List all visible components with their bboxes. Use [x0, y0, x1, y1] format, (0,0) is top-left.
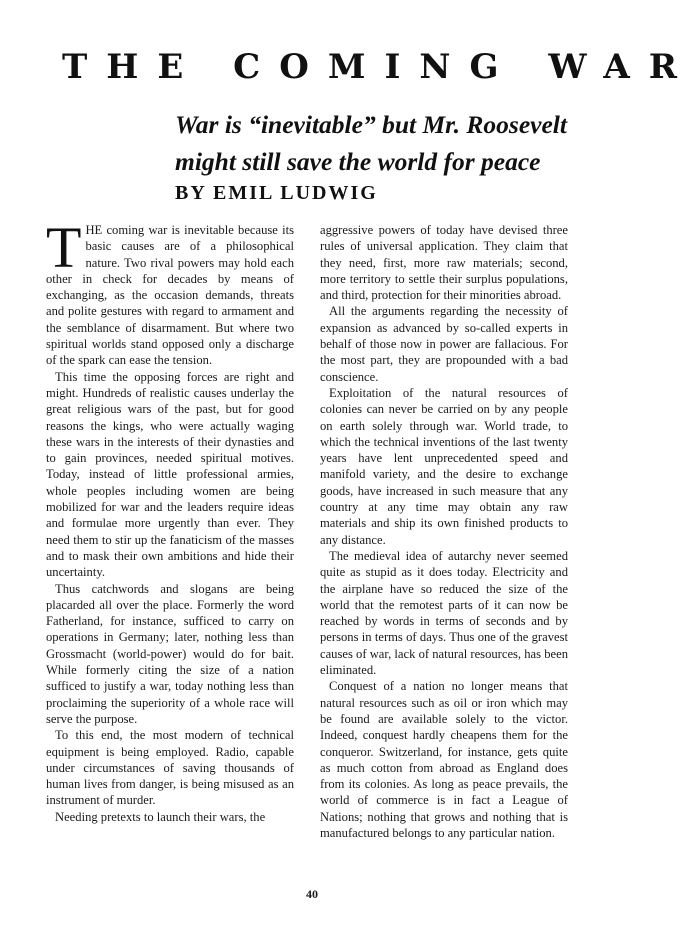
paragraph: All the arguments regarding the necessity of expansion as advanced by so-called experts in behalf of those now in power are fallacious. For the most part, they are propounded with a bad conscience. [320, 304, 568, 384]
paragraph [46, 215, 294, 369]
page-number: 40 [306, 887, 318, 901]
subtitle-line: War is “inevitable” but Mr. Roosevelt [175, 110, 567, 139]
paragraph: Conquest of a nation no longer means that natural resources such as oil or iron which may be found are available solely to the victor. Indeed, conquest hardly cheapens them for the conqueror. Switzerland, for instance, gets quite as much cotton from abroad as England does from its colonies. As long as peace prevails, the world of commerce is in fact a League of Nations; nothing that grows and nothing that is manufactured belongs to any particular nation. [320, 679, 568, 840]
subtitle-line: might still save the world for peace [175, 147, 541, 176]
paragraph: Needing pretexts to launch their wars, the [55, 809, 266, 824]
article-title: THE COMING WAR [62, 47, 696, 87]
paragraph: Exploitation of the natural resources of colonies can never be carried on by any people on earth solely through war. World trade, to which the technical inventions of the last twenty years have lent unprecedented speed and manifold variety, and the desire to exchange goods, have increased in such measure that any country at any time may obtain any raw materials and ship its own finished products to any distance. [320, 385, 568, 547]
paragraph: This time the opposing forces are right and might. Hundreds of realistic causes underlay the great religious wars of the past, but for good reasons the kings, who were actually waging these wars in the interests of their dynasties and to gain provinces, needed spiritual motives. Today, instead of little professional armies, whole peoples including women are being mobilized for war and the leaders require ideas and formulae more urgently than ever. They need them to stir up the fanaticism of the masses and to mask their own ambitions and hide their uncertainty. [46, 369, 294, 580]
article-subtitle [175, 106, 595, 180]
text-column-left [46, 215, 294, 825]
paragraph: Thus catchwords and slogans are being placarded all over the place. Formerly the word Fatherland, for instance, sufficed to carry on operations in Germany; later, nothing less than Grossmacht (world-power) would do for bait. While formerly citing the size of a nation sufficed to justify a war, today nothing less than proclaiming the superiority of a whole race will serve the purpose. [46, 581, 294, 726]
paragraph-text: HE coming war is inevitable because its basic causes are of a philosophical nature. Two rival powers may hold each other in check for decades by means of exchanging, as the occasion demands, threats and polite gestures with regard to armament and the semblance of disarmament. But where two spiritual worlds stand opposed only a discharge of the spark can ease the tension. [46, 223, 294, 368]
drop-cap: T [46, 215, 82, 280]
text-column-right [320, 222, 568, 841]
paragraph: aggressive powers of today have devised three rules of universal application. They claim that they need, first, more raw materials; second, more territory to settle their surplus populations, and third, protection for their minorities abroad. [320, 223, 568, 303]
paragraph: To this end, the most modern of technical equipment is being employed. Radio, capable under circumstances of saving thousands of human lives from danger, is being misused as an instrument of murder. [46, 728, 294, 808]
article-byline: BY EMIL LUDWIG [175, 182, 378, 204]
paragraph: The medieval idea of autarchy never seemed quite as stupid as it does today. Electricity and the airplane have so reduced the size of the world that the remotest parts of it can now be reached by words in terms of seconds and by persons in terms of days. Thus one of the gravest causes of war, lack of natural resources, has been eliminated. [320, 548, 568, 678]
